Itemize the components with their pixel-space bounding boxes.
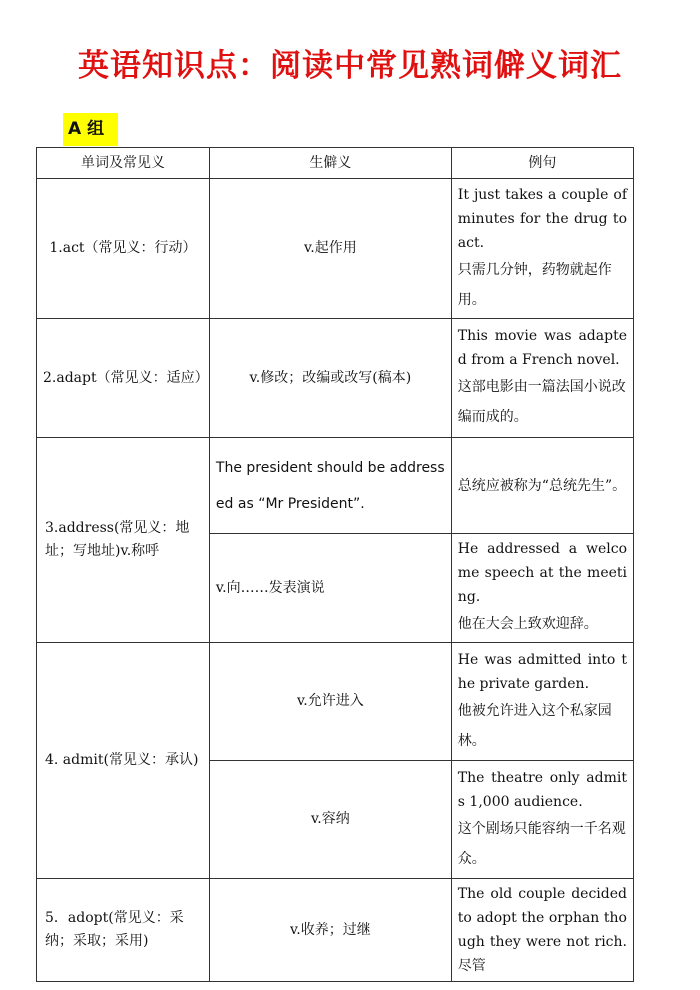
row-example — [451, 319, 633, 438]
example-en: The theatre only admits 1,000 audience. — [457, 769, 627, 810]
row-example — [451, 534, 633, 643]
row-example — [451, 761, 633, 879]
example-zh: 只需几分钟，药物就起作用。 — [457, 261, 612, 308]
header-meaning: 生僻义 — [209, 148, 451, 179]
group-label: A 组 — [63, 113, 118, 146]
table-row — [37, 179, 634, 319]
row-meaning: v.起作用 — [209, 179, 451, 319]
row-meaning: The president should be addressed as “Mr President”. — [209, 438, 451, 534]
row-meaning: v.向……发表演说 — [209, 534, 451, 643]
row-example — [451, 643, 633, 761]
row-example — [451, 879, 633, 982]
row-word: 1.act（常见义：行动） — [37, 179, 210, 319]
row-meaning: v.允许进入 — [209, 643, 451, 761]
table-header-row — [37, 148, 634, 179]
table-row — [37, 879, 634, 982]
example-zh: 总统应被称为“总统先生”。 — [457, 477, 627, 494]
table-row — [37, 319, 634, 438]
row-meaning: v.修改；改编或改写(稿本) — [209, 319, 451, 438]
row-word: 3.address(常见义：地址；写地址)v.称呼 — [37, 438, 210, 643]
header-example: 例句 — [451, 148, 633, 179]
example-en: He addressed a welcome speech at the meeting. — [457, 541, 627, 605]
table-row — [37, 643, 634, 761]
row-word: 4. admit(常见义：承认) — [37, 643, 210, 879]
header-word: 单词及常见义 — [37, 148, 210, 179]
row-word: 5．adopt(常见义：采纳；采取；采用) — [37, 879, 210, 982]
row-meaning: v.容纳 — [209, 761, 451, 879]
table-row — [37, 438, 634, 534]
example-en: The old couple decided to adopt the orphan though they were not rich.尽管 — [457, 886, 627, 974]
example-zh: 他被允许进入这个私家园林。 — [457, 702, 612, 749]
page-title: 英语知识点：阅读中常见熟词僻义词汇 — [78, 48, 622, 84]
row-example — [451, 438, 633, 534]
example-en: He was admitted into the private garden. — [457, 651, 627, 692]
example-zh: 这部电影由一篇法国小说改编而成的。 — [457, 379, 626, 425]
example-zh: 他在大会上致欢迎辞。 — [457, 616, 598, 632]
row-word: 2.adapt（常见义：适应） — [37, 319, 210, 438]
row-meaning: v.收养；过继 — [209, 879, 451, 982]
vocabulary-table — [36, 147, 634, 982]
example-en: It just takes a couple of minutes for the drug to act. — [457, 186, 627, 251]
example-zh: 这个剧场只能容纳一千名观众。 — [457, 820, 626, 867]
example-en: This movie was adapted from a French novel. — [457, 328, 627, 368]
row-example — [451, 179, 633, 319]
